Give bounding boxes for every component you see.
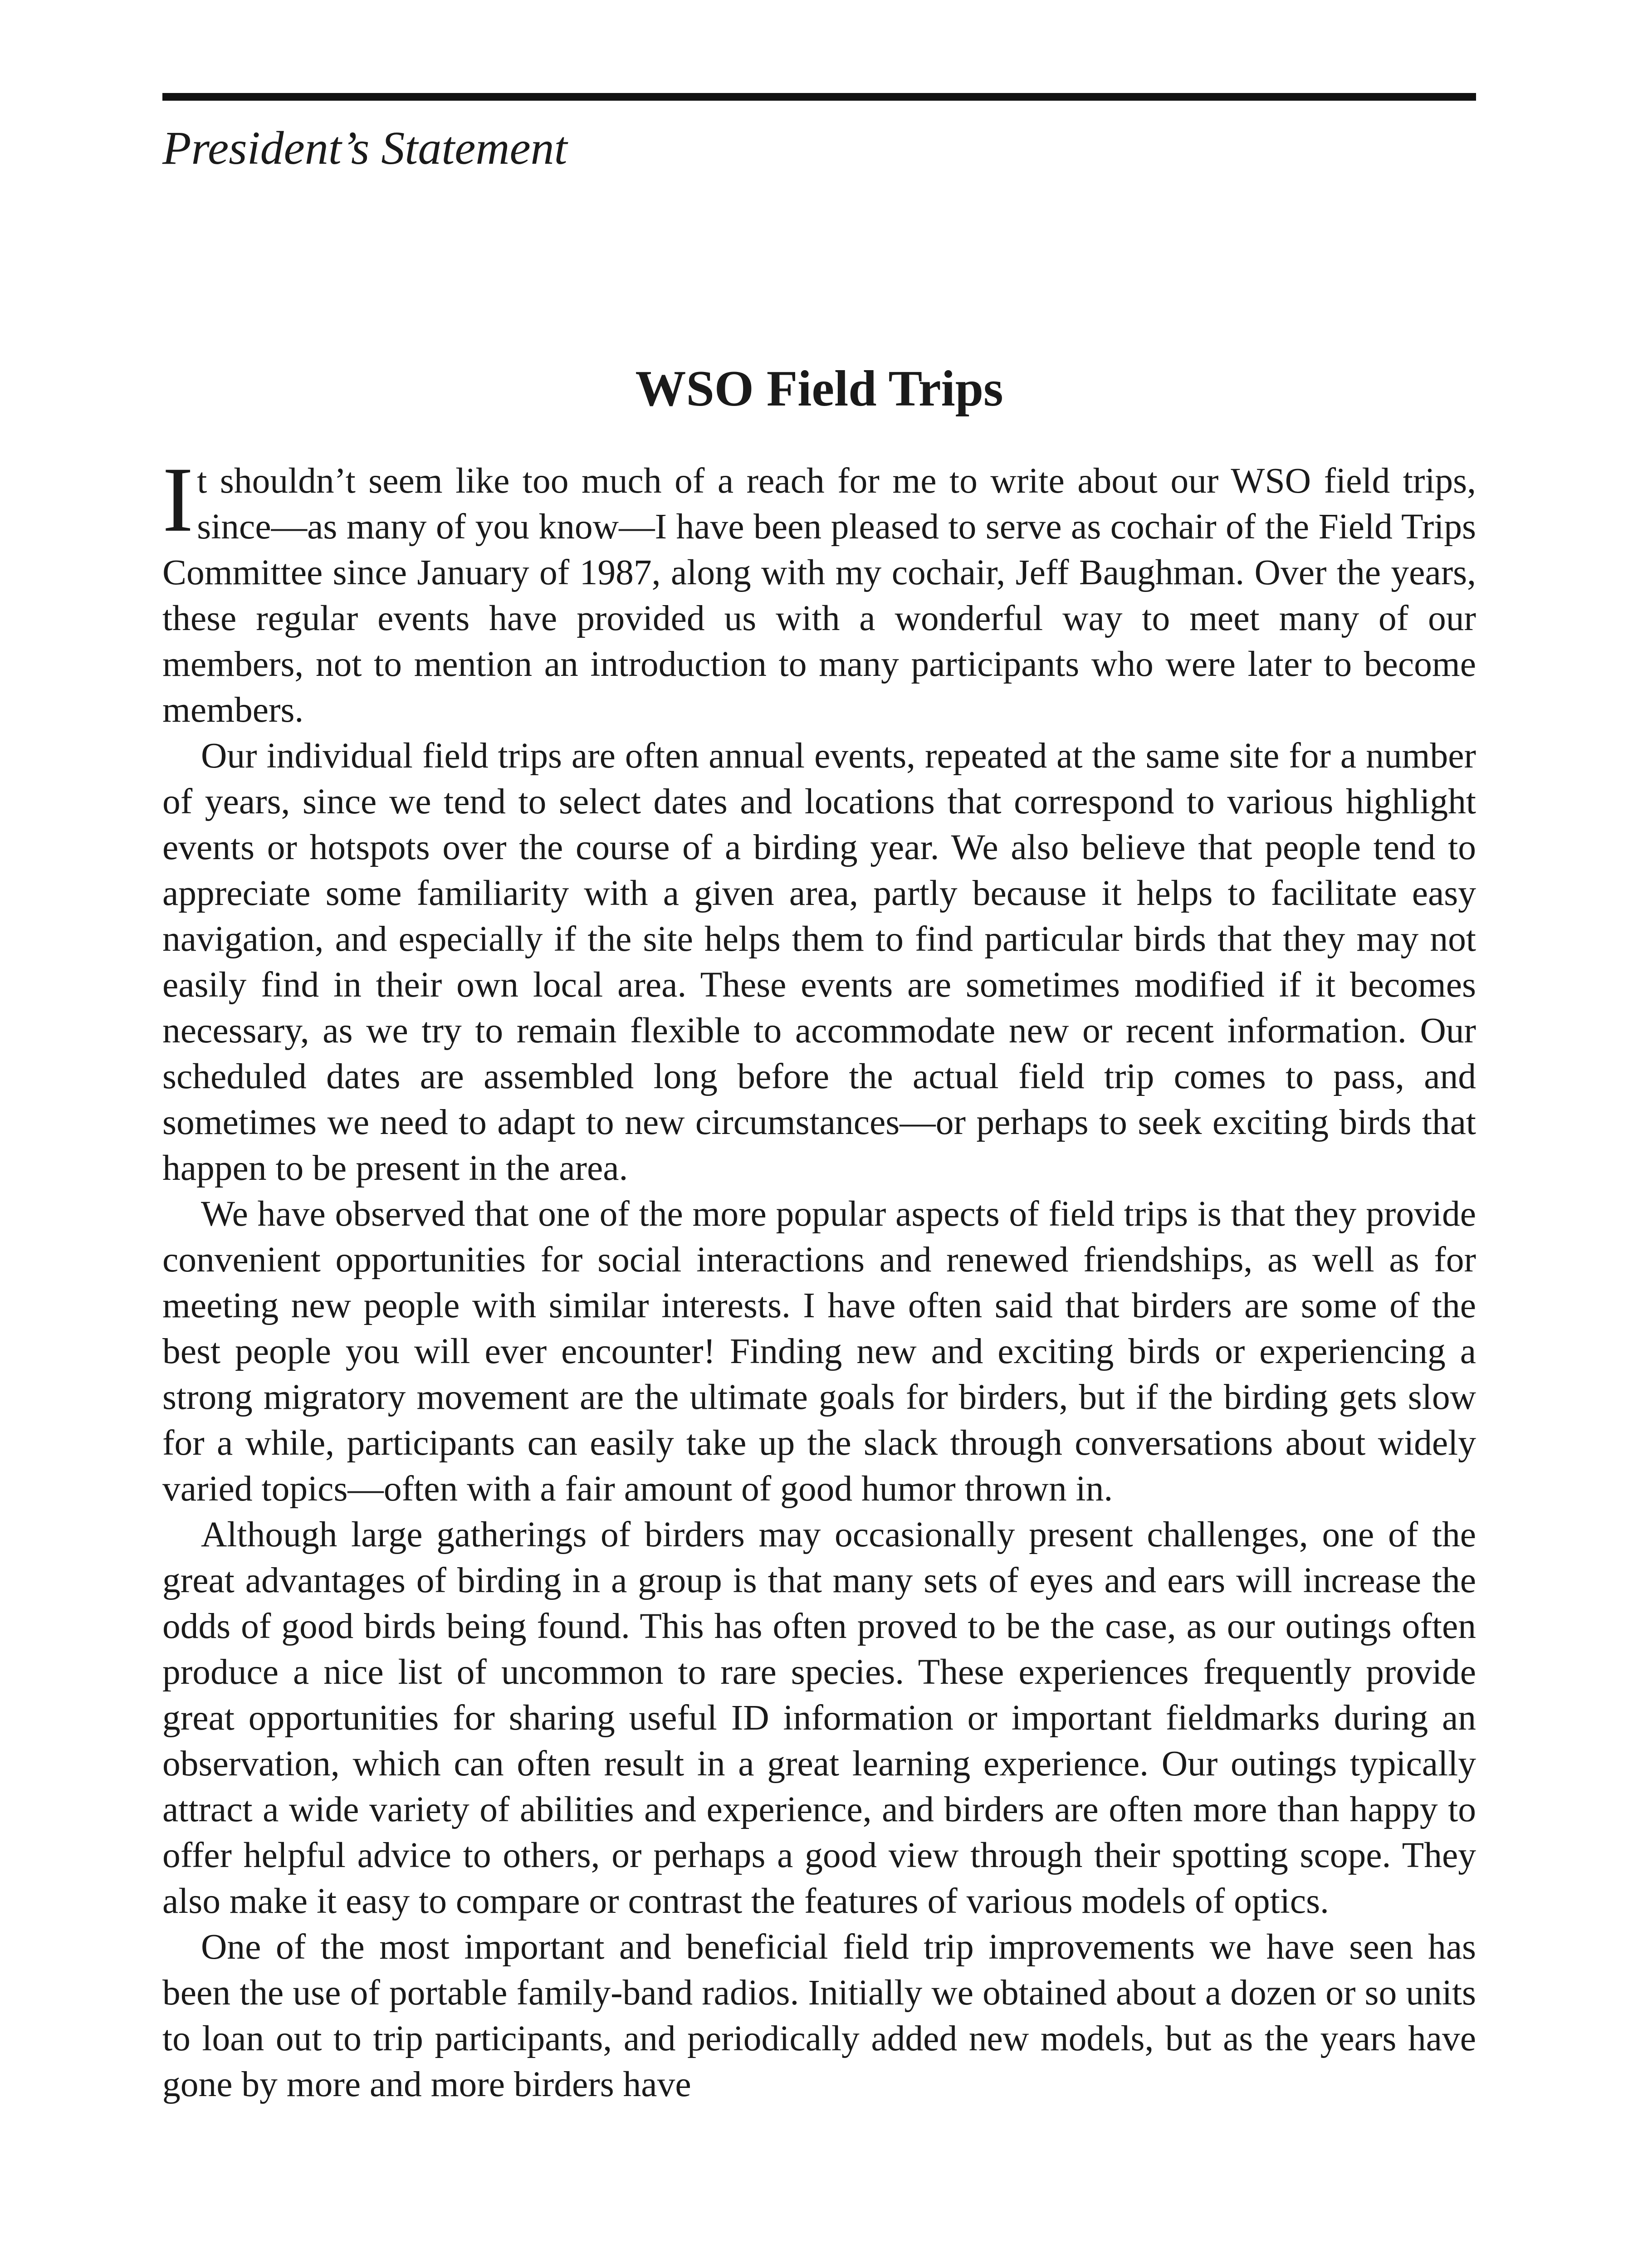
top-rule [162,93,1476,101]
paragraph-2: Our individual field trips are often annual events, repeated at the same site for a number of years, since we tend to select dates and locations that correspond to various highlight events or hotspots over the course of a birding year. We also believe that people tend to appreciate some familiarity with a given area, partly because it helps to facilitate easy navigation, and especially if the site helps them to find particular birds that they may not easily find in their own local area. These events are sometimes modified if it becomes necessary, as we try to remain flexible to accommodate new or recent information. Our scheduled dates are assembled long before the actual field trip comes to pass, and sometimes we need to adapt to new circumstances—or perhaps to seek exciting birds that happen to be present in the area. [162,736,1476,1188]
section-heading: President’s Statement [162,122,567,174]
article-body [162,448,1476,2107]
paragraph-4: Although large gatherings of birders may occasionally present challenges, one of the great advantages of birding in a group is that many sets of eyes and ears will increase the odds of good birds being found. This has often proved to be the case, as our outings often produce a nice list of uncommon to rare species. These experiences frequently provide great opportunities for sharing useful ID information or important fieldmarks during an observation, which can often result in a great learning experience. Our outings typically attract a wide variety of abilities and experience, and birders are often more than happy to offer helpful advice to others, or perhaps a good view through their spotting scope. They also make it easy to compare or contrast the features of various models of optics. [162,1515,1476,1921]
article-title: WSO Field Trips [635,361,1003,417]
paragraph-1-text: t shouldn’t seem like too much of a reach for me to write about our WSO field trips, since—as many of you know—I have been pleased to serve as cochair of the Field Trips Committee since January of 1987, along with my cochair, Jeff Baughman. Over the years, these regular events have provided us with a wonderful way to meet many of our members, not to mention an introduction to many participants who were later to become members. [162,461,1476,730]
paragraph-5: One of the most important and beneficial field trip improvements we have seen has been the use of portable family-band radios. Initially we obtained about a dozen or so units to loan out to trip participants, and periodically added new models, but as the years have gone by more and more birders have [162,1927,1476,2104]
paragraph-1 [162,448,1476,733]
drop-cap: I [162,448,194,551]
paragraph-3: We have observed that one of the more popular aspects of field trips is that they provide convenient opportunities for social interactions and renewed friendships, as well as for meeting new people with similar interests. I have often said that birders are some of the best people you will ever encounter! Finding new and exciting birds or experiencing a strong migratory movement are the ultimate goals for birders, but if the birding gets slow for a while, participants can easily take up the slack through conversations about widely varied topics—often with a fair amount of good humor thrown in. [162,1194,1476,1509]
